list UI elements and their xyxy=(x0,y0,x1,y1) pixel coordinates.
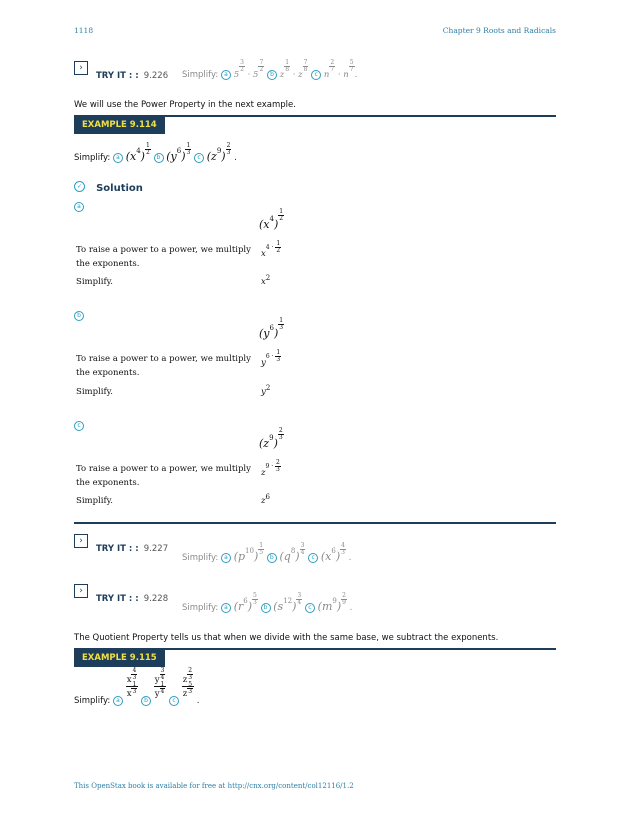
c-exp-den: 9 xyxy=(342,599,346,606)
inner-exp: 6 xyxy=(269,324,274,332)
option-b-icon: b xyxy=(261,603,271,613)
option-c-icon: c xyxy=(311,70,321,80)
option-a-icon: a xyxy=(221,603,231,613)
exp-num: 2 xyxy=(278,427,283,434)
b-exp-den: 3 xyxy=(186,149,191,156)
exp-den: 3 xyxy=(278,434,283,441)
exp-num: 1 xyxy=(276,349,281,356)
a-bot-den: 3 xyxy=(132,688,137,695)
inner-exp: 4 xyxy=(269,215,274,223)
page-number: 1118 xyxy=(74,26,94,35)
b-exp-num: 1 xyxy=(186,142,191,149)
result-exp: 2 xyxy=(265,384,271,392)
a-exp-den: 3 xyxy=(253,599,257,606)
c-exp-den: 3 xyxy=(341,549,345,556)
b-base: s xyxy=(277,600,284,613)
chevron-right-icon[interactable]: › xyxy=(74,534,88,548)
example-9-115-problem: Simplify: a x $\frac{4}{3}$ x $\frac{1}{3}$ b y $\frac{3}{4}$ y $\frac{1}{4}$ c z $\frac{2}{3}$ z $\frac{5}{3}$ . xyxy=(74,667,200,706)
chevron-right-icon[interactable]: › xyxy=(74,584,88,598)
part-a-result xyxy=(261,275,270,289)
base: z xyxy=(263,437,270,450)
a-base: p xyxy=(237,550,246,563)
part-c-icon: c xyxy=(74,421,84,431)
c-base: m xyxy=(321,600,333,613)
try-it-number: 9.228 xyxy=(143,594,169,604)
a-inner-exp: 10 xyxy=(245,547,254,555)
try-it-label: TRY IT : : xyxy=(96,71,139,81)
base: x xyxy=(261,249,266,259)
option-c-icon: c xyxy=(305,603,315,613)
c-exp1-den: 7 xyxy=(330,66,335,73)
product: 9 · xyxy=(265,463,276,470)
c-inner-exp: 6 xyxy=(331,547,336,555)
part-b-step2: Simplify. xyxy=(76,387,114,397)
product: 6 · xyxy=(265,353,276,360)
c-exp2-num: 5 xyxy=(349,59,354,66)
a-exp2-num: 7 xyxy=(259,59,264,66)
example-end-divider xyxy=(74,522,556,524)
base: y xyxy=(261,387,266,397)
a-base: 5 xyxy=(233,70,240,80)
option-a-icon: a xyxy=(113,696,123,706)
b-exp1-den: 8 xyxy=(285,66,290,73)
c-base: x xyxy=(325,550,332,563)
part-b-expression: $(y^6)$ $\frac{1}{3}$ xyxy=(259,317,284,340)
base: x xyxy=(261,277,266,287)
b-bot-num: 1 xyxy=(160,681,165,688)
a-exp-num: 5 xyxy=(253,592,257,599)
part-a-step1: To raise a power to a power, we multiply the exponents. xyxy=(76,245,251,269)
simplify-label: Simplify: xyxy=(74,696,111,706)
part-c-result xyxy=(261,494,270,508)
try-it-9-228-problem: Simplify: a $(r^6)$ $\frac{5}{3}$ b $(s^{12})$ $\frac{3}{4}$ c $(m^9)$ $\frac{2}{9}$ . xyxy=(182,592,353,613)
try-it-label: TRY IT : : xyxy=(96,594,139,604)
exp-num: 1 xyxy=(279,317,284,324)
simplify-label: Simplify: xyxy=(74,153,111,163)
result-exp: 6 xyxy=(265,493,270,501)
b-top-base: y xyxy=(154,675,160,685)
a-top-base: x xyxy=(126,675,132,685)
a-exp-num: 1 xyxy=(259,542,264,549)
a-bot-num: 1 xyxy=(132,681,137,688)
b-exp-den: 4 xyxy=(300,549,305,556)
exp-den: 2 xyxy=(279,215,284,222)
a-base: r xyxy=(237,600,244,613)
option-a-icon: a xyxy=(113,153,123,163)
product: 4 · xyxy=(265,244,276,251)
b-base: z xyxy=(279,70,285,80)
a-inner-exp: 6 xyxy=(243,597,248,605)
a-exp1-num: 3 xyxy=(240,59,244,66)
base: y xyxy=(263,327,270,340)
a-bot-base: x xyxy=(126,689,132,699)
exp-den: 3 xyxy=(276,356,281,363)
b-bot-base: y xyxy=(154,689,160,699)
exp-den: 2 xyxy=(276,247,281,254)
part-b-step1: To raise a power to a power, we multiply the exponents. xyxy=(76,354,251,378)
option-b-icon: b xyxy=(267,70,277,80)
a-base: x xyxy=(129,150,137,163)
footer-link[interactable]: This OpenStax book is available for free at http://cnx.org/content/col12116/1.2 xyxy=(74,782,354,790)
chevron-right-icon[interactable]: › xyxy=(74,61,88,75)
option-c-icon: c xyxy=(194,153,204,163)
c-top-num: 2 xyxy=(188,667,193,674)
a-inner-exp: 4 xyxy=(136,147,141,155)
c-exp2-den: 7 xyxy=(349,66,354,73)
b-inner-exp: 6 xyxy=(176,147,182,155)
option-b-icon: b xyxy=(154,153,164,163)
part-c-step2: Simplify. xyxy=(76,496,114,506)
option-c-icon: c xyxy=(169,696,179,706)
quotient-c xyxy=(182,667,194,700)
solution-label: Solution xyxy=(96,183,143,194)
exp-den: 3 xyxy=(276,466,280,473)
b-base: q xyxy=(283,550,291,563)
b-exp-num: 3 xyxy=(297,592,302,599)
exp-num: 2 xyxy=(276,459,280,466)
b-exp-num: 3 xyxy=(300,542,305,549)
option-c-icon: c xyxy=(308,553,318,563)
result-exp: 2 xyxy=(265,274,271,282)
base: y xyxy=(261,358,266,368)
c-base: z xyxy=(211,150,217,163)
b-base-2: z xyxy=(298,70,303,80)
chapter-title: Chapter 9 Roots and Radicals xyxy=(442,26,556,35)
option-a-icon: a xyxy=(221,553,231,563)
a-exp2-den: 2 xyxy=(259,66,264,73)
part-b-icon: b xyxy=(74,311,84,321)
part-a-icon: a xyxy=(74,202,84,212)
try-it-number: 9.226 xyxy=(143,71,169,81)
exp-num: 1 xyxy=(276,240,281,247)
base: x xyxy=(263,218,270,231)
exp-den: 3 xyxy=(279,324,284,331)
b-top-num: 3 xyxy=(160,667,165,674)
part-c-expression: $(z^9)$ $\frac{2}{3}$ xyxy=(259,427,283,450)
a-top-num: 4 xyxy=(132,667,137,674)
exp-num: 1 xyxy=(279,208,284,215)
c-top-base: z xyxy=(182,675,188,685)
b-exp2-den: 8 xyxy=(303,66,308,73)
try-it-label: TRY IT : : xyxy=(96,544,139,554)
a-top-den: 3 xyxy=(132,674,137,681)
example-9-114-problem: Simplify: a $(x^4)$ $\frac{1}{2}$ b $(y^6)$ $\frac{1}{3}$ c $(z^9)$ $\frac{2}{3}$ . xyxy=(74,142,237,163)
try-it-9-226-problem: Simplify: a 5 $\frac{3}{2}$ · 5 $\frac{7}{2}$ b z $\frac{1}{8}$ · z $\frac{7}{8}$ c n $\frac{2}{7}$ · n $\frac{5}{7}$ . xyxy=(182,59,358,80)
b-bot-den: 4 xyxy=(160,688,165,695)
c-inner-exp: 9 xyxy=(332,597,337,605)
part-b-step1-math xyxy=(261,349,281,371)
c-exp1-num: 2 xyxy=(330,59,335,66)
example-9-115-label: EXAMPLE 9.115 xyxy=(74,650,165,667)
part-a-step2: Simplify. xyxy=(76,277,114,287)
try-it-number: 9.227 xyxy=(143,544,169,554)
intro-paragraph: We will use the Power Property in the next example. xyxy=(74,100,296,110)
part-c-step1-math xyxy=(261,459,281,481)
inner-exp: 9 xyxy=(269,434,274,442)
part-b-result xyxy=(261,385,270,399)
a-base-2: 5 xyxy=(253,70,259,80)
part-a-step1-math xyxy=(261,240,281,262)
b-inner-exp: 12 xyxy=(283,597,293,605)
quotient-a xyxy=(126,667,139,700)
example-9-114-label: EXAMPLE 9.114 xyxy=(74,117,165,134)
part-c-step1: To raise a power to a power, we multiply the exponents. xyxy=(76,464,251,488)
b-exp-den: 4 xyxy=(297,599,302,606)
simplify-label: Simplify: xyxy=(182,603,219,613)
option-a-icon: a xyxy=(221,70,231,80)
quotient-paragraph: The Quotient Property tells us that when we divide with the same base, we subtract the exponents. xyxy=(74,633,499,643)
try-it-9-227-problem: Simplify: a $(p^{10})$ $\frac{1}{5}$ b $(q^8)$ $\frac{3}{4}$ c $(x^6)$ $\frac{4}{3}$ . xyxy=(182,542,352,563)
c-exp-num: 4 xyxy=(341,542,345,549)
b-top-den: 4 xyxy=(160,674,165,681)
c-bot-base: z xyxy=(182,689,188,699)
c-base: n xyxy=(323,70,330,80)
base: z xyxy=(261,468,266,478)
solution-heading xyxy=(74,176,143,195)
simplify-label: Simplify: xyxy=(182,70,219,80)
quotient-b xyxy=(154,667,167,700)
c-exp-num: 2 xyxy=(226,142,231,149)
b-exp1-num: 1 xyxy=(285,59,290,66)
c-bot-num: 5 xyxy=(188,681,193,688)
c-exp-den: 3 xyxy=(226,149,231,156)
c-base-2: n xyxy=(343,70,349,80)
simplify-label: Simplify: xyxy=(182,553,219,563)
option-b-icon: b xyxy=(141,696,151,706)
a-exp1-den: 2 xyxy=(240,66,244,73)
c-inner-exp: 9 xyxy=(216,147,222,155)
a-exp-den: 5 xyxy=(259,549,264,556)
part-a-expression: $(x^4)$ $\frac{1}{2}$ xyxy=(259,208,284,231)
b-inner-exp: 8 xyxy=(290,547,296,555)
a-exp-den: 2 xyxy=(145,149,150,156)
a-exp-num: 1 xyxy=(145,142,150,149)
b-exp2-num: 7 xyxy=(303,59,308,66)
base: z xyxy=(261,496,266,506)
b-base: y xyxy=(170,150,177,163)
c-exp-num: 2 xyxy=(342,592,346,599)
option-b-icon: b xyxy=(267,553,277,563)
check-circle-icon: ✓ xyxy=(74,181,85,192)
c-top-den: 3 xyxy=(188,674,193,681)
c-bot-den: 3 xyxy=(188,688,193,695)
